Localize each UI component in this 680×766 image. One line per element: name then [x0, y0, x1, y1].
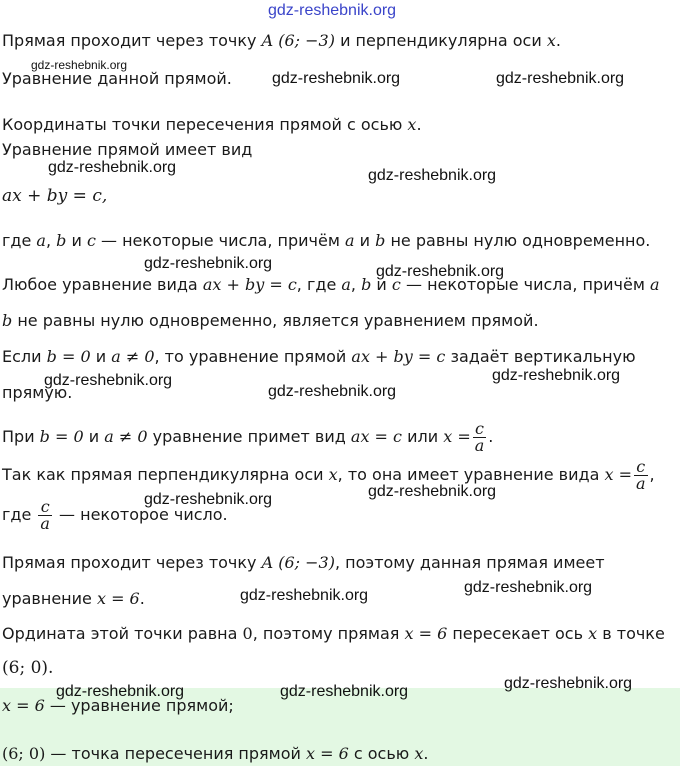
text: .	[423, 744, 429, 763]
text: , то она имеет уравнение вида	[337, 465, 605, 484]
text: Координаты точки пересечения прямой с осью	[2, 115, 408, 134]
fraction	[634, 459, 648, 492]
line-14	[2, 552, 605, 574]
math: x = 6	[404, 624, 448, 643]
math: ax + by = c	[202, 275, 297, 294]
denominator: a	[474, 436, 485, 455]
text: где	[2, 505, 37, 524]
math: A (6; −3)	[261, 553, 335, 572]
text: — некоторые числа, причём	[400, 275, 650, 294]
text: пересекает ось	[447, 624, 589, 643]
text: .	[416, 115, 422, 134]
text: — уравнение прямой;	[44, 696, 234, 715]
text: , поэтому данная прямая имеет	[334, 553, 605, 572]
math: ax + by = c	[351, 347, 446, 366]
math: b	[56, 231, 67, 250]
math: x	[328, 465, 338, 484]
math: c	[86, 231, 96, 250]
math: a	[36, 231, 46, 250]
math: x	[407, 115, 417, 134]
text: с осью	[348, 744, 415, 763]
numerator: c	[38, 499, 52, 516]
text: , где	[296, 275, 342, 294]
text: Любое уравнение вида	[2, 275, 203, 294]
watermark: gdz-reshebnik.org	[280, 683, 409, 700]
line-5-equation: ax + by = c,	[2, 186, 108, 206]
text: Прямая проходит через точку	[2, 553, 262, 572]
line-10: прямую.	[2, 383, 73, 402]
watermark-top-link[interactable]: gdz-reshebnik.org	[268, 2, 397, 19]
text: в точке	[597, 624, 665, 643]
line-12	[2, 453, 655, 497]
text: .	[555, 31, 561, 50]
math: b = 0	[46, 347, 91, 366]
math: x =	[443, 427, 471, 446]
text: не равны нулю одновременно, является уравнением прямой.	[12, 311, 539, 330]
text: ,	[45, 231, 57, 250]
math: x =	[604, 465, 632, 484]
text: или	[402, 427, 444, 446]
text: Ордината этой точки равна	[2, 624, 243, 643]
fraction	[38, 499, 52, 532]
math: a ≠ 0	[104, 427, 148, 446]
watermark: gdz-reshebnik.org	[240, 587, 369, 604]
math: x	[414, 744, 424, 763]
watermark: gdz-reshebnik.org	[368, 483, 497, 500]
watermark: gdz-reshebnik.org	[144, 255, 273, 272]
math: a ≠ 0	[111, 347, 155, 366]
math: a	[345, 231, 355, 250]
line-1	[2, 30, 561, 52]
math: ax = c	[350, 427, 403, 446]
watermark: gdz-reshebnik.org	[272, 70, 401, 87]
text: задаёт вертикальную	[445, 347, 636, 366]
math: a	[649, 275, 660, 294]
math: 0	[242, 624, 253, 643]
watermark: gdz-reshebnik.org	[144, 491, 273, 508]
watermark: gdz-reshebnik.org	[496, 70, 625, 87]
math: x	[588, 624, 598, 643]
math: A (6; −3)	[261, 31, 335, 50]
watermark: gdz-reshebnik.org	[368, 167, 497, 184]
text: не равны нулю одновременно.	[385, 231, 651, 250]
watermark: gdz-reshebnik.org	[56, 683, 185, 700]
text: , поэтому прямая	[252, 624, 405, 643]
line-2: Уравнение данной прямой.	[2, 69, 232, 88]
watermark: gdz-reshebnik.org	[44, 372, 173, 389]
fraction	[473, 421, 487, 454]
line-15	[2, 588, 145, 610]
text: и	[371, 275, 392, 294]
text: уравнение	[2, 589, 97, 608]
math: (6; 0)	[2, 744, 46, 763]
line-9	[2, 346, 636, 368]
text: Так как прямая перпендикулярна оси	[2, 465, 329, 484]
denominator: a	[40, 514, 50, 533]
math: c	[391, 275, 401, 294]
line-16	[2, 623, 665, 645]
math: b	[2, 311, 13, 330]
line-3	[2, 114, 422, 136]
text: и перпендикулярна оси	[334, 31, 547, 50]
math: x = 6	[306, 744, 349, 763]
text: .	[139, 589, 145, 608]
line-7	[2, 274, 660, 296]
math: x = 6	[96, 589, 140, 608]
watermark: gdz-reshebnik.org	[376, 263, 505, 280]
numerator: c	[473, 421, 487, 438]
text: — некоторые числа, причём	[95, 231, 345, 250]
text: ,	[350, 275, 362, 294]
watermark: gdz-reshebnik.org	[268, 383, 397, 400]
watermark: gdz-reshebnik.org	[48, 159, 177, 176]
text: — точка пересечения прямой	[45, 744, 307, 763]
watermark: gdz-reshebnik.org	[31, 58, 128, 72]
text: уравнение примет вид	[147, 427, 351, 446]
text: ,	[649, 465, 655, 484]
text: где	[2, 231, 37, 250]
watermark: gdz-reshebnik.org	[504, 675, 633, 692]
math: x	[546, 31, 556, 50]
math: b	[375, 231, 386, 250]
denominator: a	[635, 474, 646, 493]
numerator: c	[634, 459, 648, 476]
math: a	[341, 275, 351, 294]
watermark: gdz-reshebnik.org	[464, 579, 593, 596]
line-17: (6; 0).	[2, 658, 54, 678]
line-6	[2, 230, 650, 252]
text: Если	[2, 347, 47, 366]
watermark: gdz-reshebnik.org	[492, 367, 621, 384]
answer-line-2	[2, 743, 428, 765]
text: При	[2, 427, 40, 446]
text: и	[354, 231, 376, 250]
line-4: Уравнение прямой имеет вид	[2, 140, 253, 159]
text: .	[488, 427, 494, 446]
text: и	[66, 231, 87, 250]
text: и	[90, 347, 112, 366]
text: Прямая проходит через точку	[2, 31, 262, 50]
math: b = 0	[39, 427, 84, 446]
text: и	[83, 427, 105, 446]
math: x = 6	[2, 696, 45, 715]
text: — некоторое число.	[53, 505, 228, 524]
math: b	[361, 275, 372, 294]
text: , то уравнение прямой	[154, 347, 352, 366]
line-8	[2, 310, 539, 332]
